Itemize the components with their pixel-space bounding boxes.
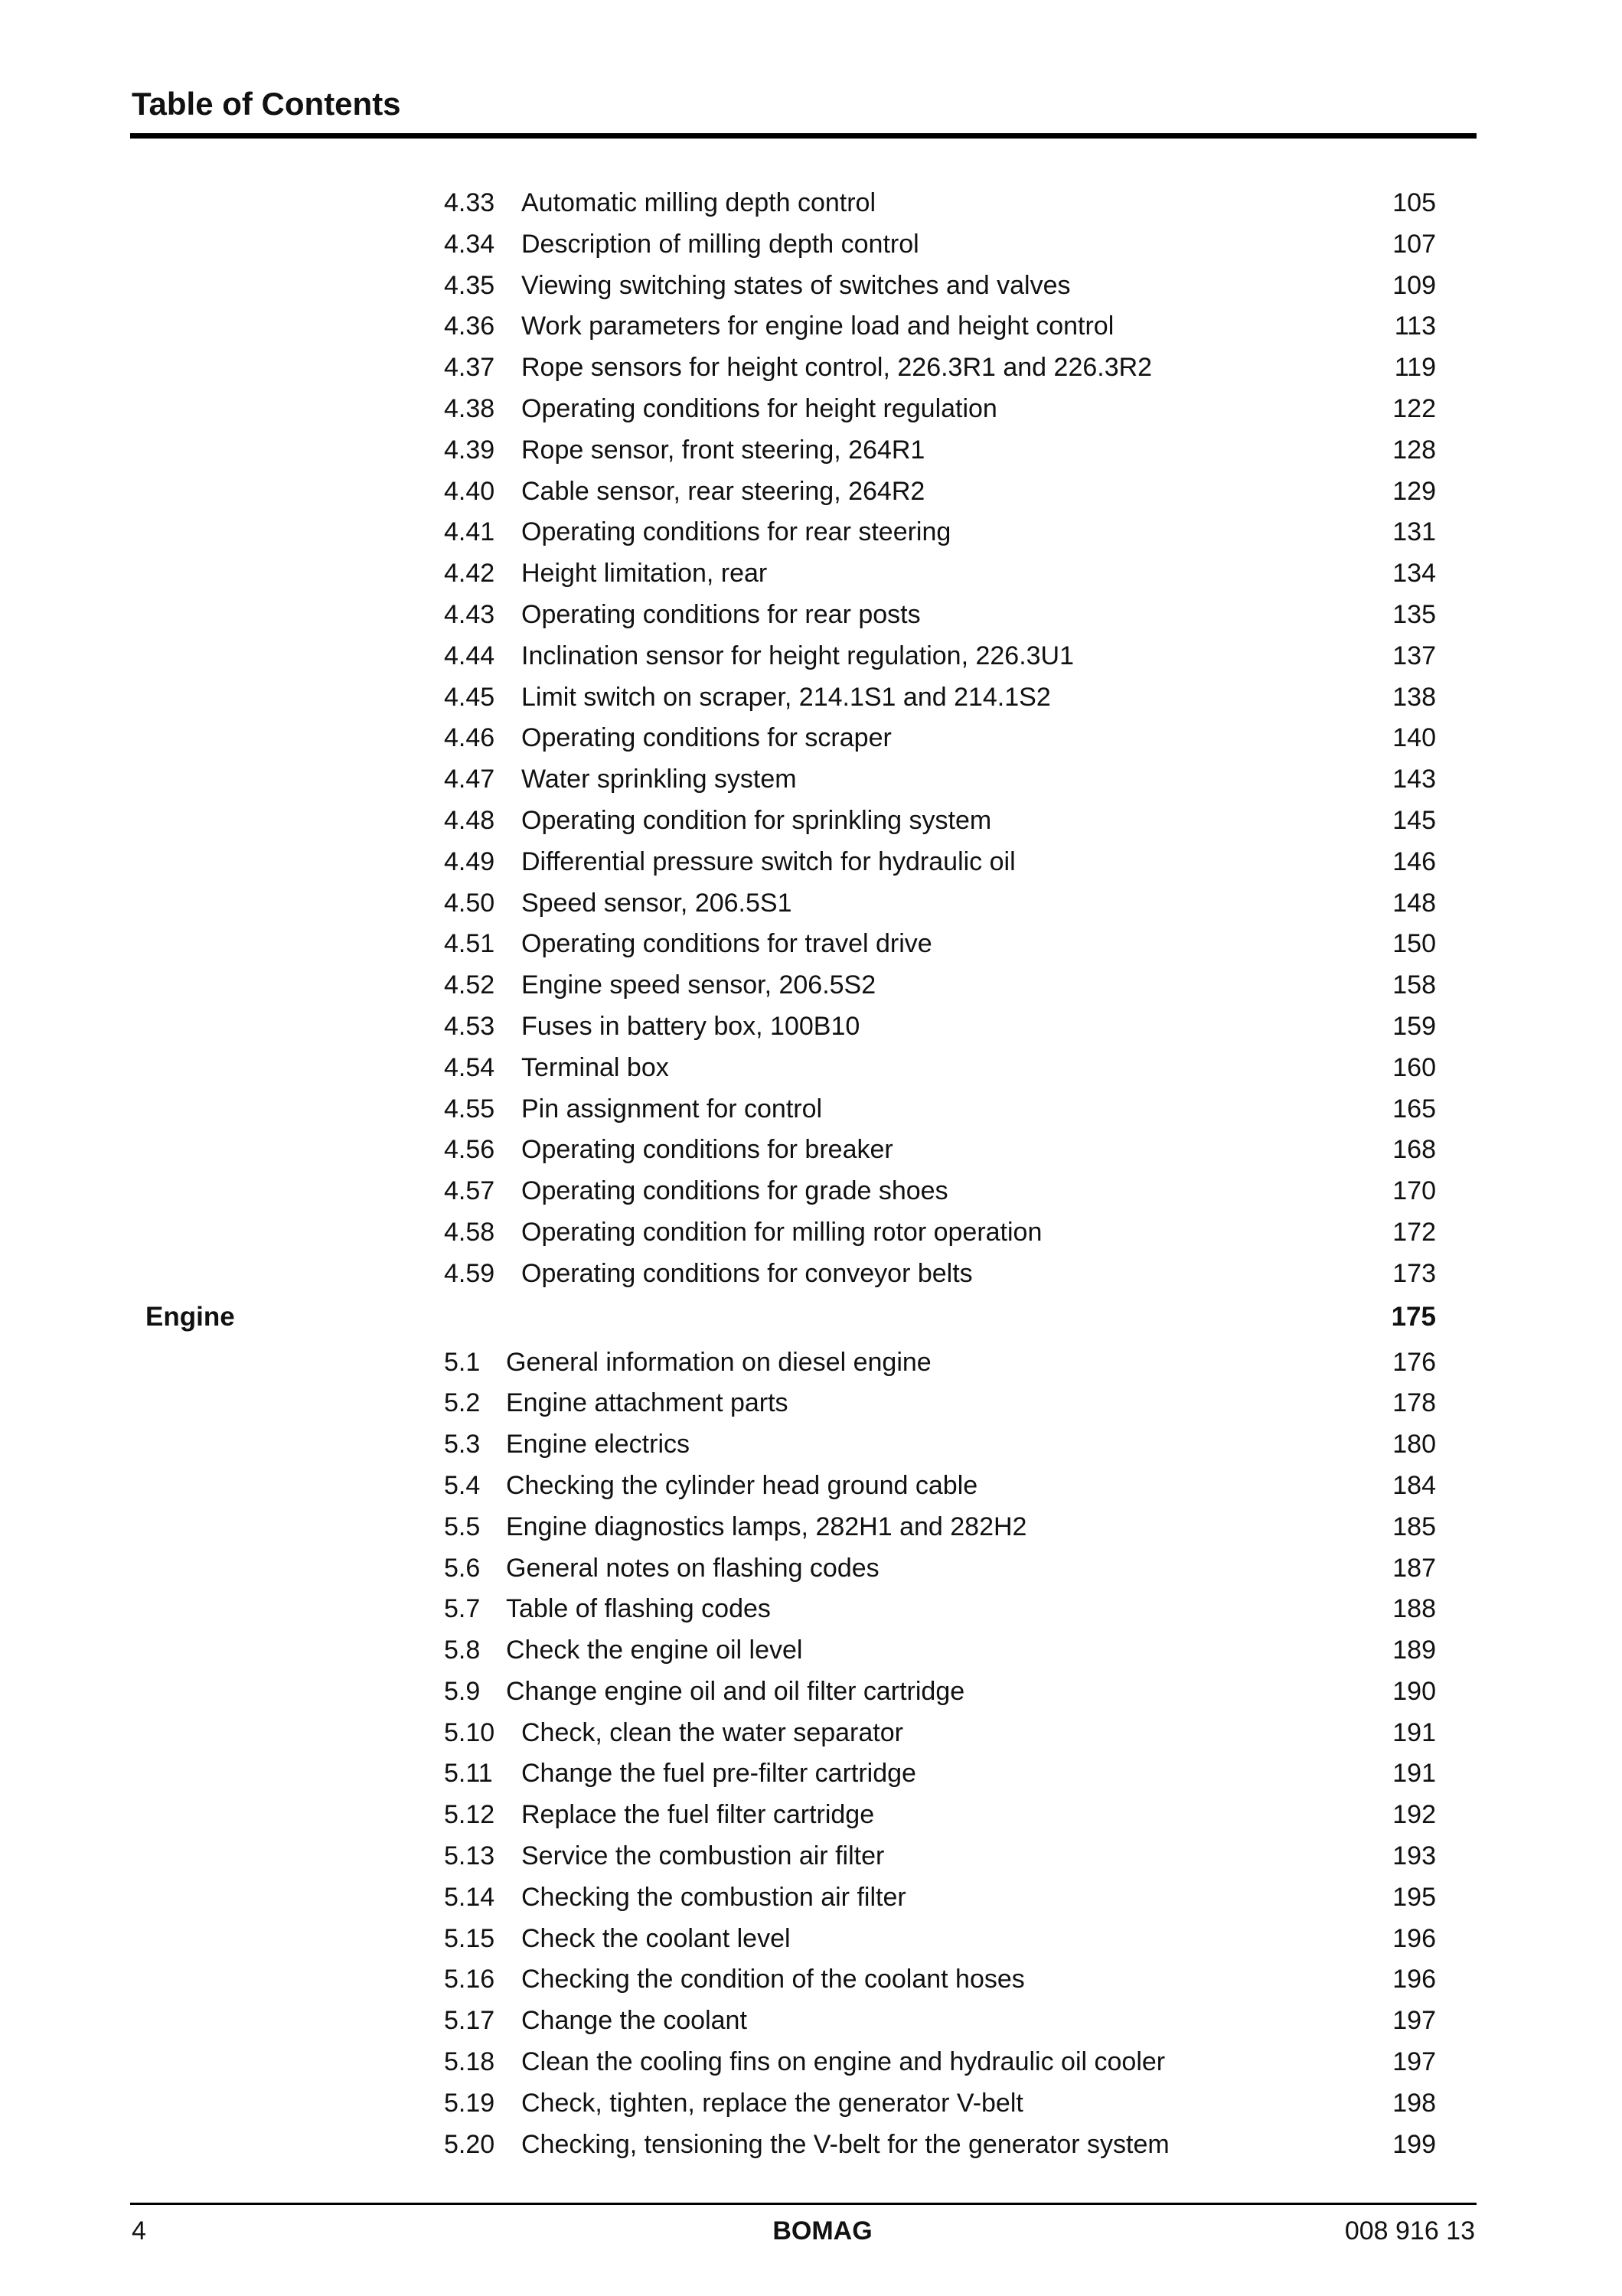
toc-entry-page: 150 xyxy=(1392,929,1436,959)
toc-entry-page: 105 xyxy=(1392,188,1436,217)
toc-entry-number: 4.52 xyxy=(444,970,495,1000)
toc-entry[interactable] xyxy=(0,678,1622,719)
toc-entry-title: Operating conditions for travel drive xyxy=(521,929,932,959)
toc-entry-number: 4.33 xyxy=(444,188,495,217)
toc-entry-page: 107 xyxy=(1392,229,1436,259)
toc-section-heading[interactable] xyxy=(0,1296,1622,1343)
toc-entry[interactable] xyxy=(0,1130,1622,1172)
toc-entry-number: 4.40 xyxy=(444,476,495,506)
toc-entry-page: 198 xyxy=(1392,2088,1436,2118)
toc-entry-number: 4.44 xyxy=(444,641,495,670)
toc-entry-page: 160 xyxy=(1392,1052,1436,1082)
toc-entry-number: 4.36 xyxy=(444,311,495,341)
toc-entry-title: Operating conditions for conveyor belts xyxy=(521,1258,973,1288)
toc-entry[interactable] xyxy=(0,1631,1622,1672)
toc-entry-title: General information on diesel engine xyxy=(506,1347,932,1377)
header-rule xyxy=(130,133,1477,139)
toc-entry-number: 4.47 xyxy=(444,765,495,794)
toc-entry[interactable] xyxy=(0,266,1622,308)
toc-entry-title: Rope sensors for height control, 226.3R1 and 226.3R2 xyxy=(521,353,1153,383)
toc-entry-page: 109 xyxy=(1392,270,1436,300)
toc-entry-number: 5.18 xyxy=(444,2047,495,2077)
toc-entry-page: 192 xyxy=(1392,1800,1436,1830)
toc-entry[interactable] xyxy=(0,2001,1622,2043)
toc-entry-number: 4.56 xyxy=(444,1135,495,1165)
toc-entry-page: 137 xyxy=(1392,641,1436,670)
toc-entry[interactable] xyxy=(0,1425,1622,1466)
toc-entry-number: 5.16 xyxy=(444,1965,495,1994)
toc-entry-number: 5.20 xyxy=(444,2129,495,2159)
toc-entry[interactable] xyxy=(0,431,1622,472)
toc-entry-page: 129 xyxy=(1392,476,1436,506)
footer-brand: BOMAG xyxy=(772,2216,873,2245)
toc-entry-number: 5.3 xyxy=(444,1430,481,1459)
toc-entry-page: 138 xyxy=(1392,682,1436,712)
toc-entry-number: 4.41 xyxy=(444,517,495,547)
toc-entry[interactable] xyxy=(0,1090,1622,1131)
toc-entry-title: Operating conditions for rear steering xyxy=(521,517,951,547)
toc-entry-title: Description of milling depth control xyxy=(521,229,919,259)
toc-entry-number: 4.37 xyxy=(444,353,495,383)
toc-entry-title: Change the fuel pre-filter cartridge xyxy=(521,1759,916,1789)
toc-entry-number: 5.9 xyxy=(444,1676,481,1706)
toc-entry-number: 4.34 xyxy=(444,229,495,259)
toc-entry-number: 5.12 xyxy=(444,1800,495,1830)
table-of-contents xyxy=(0,184,1622,2166)
toc-entry-number: 4.54 xyxy=(444,1052,495,1082)
toc-entry-page: 146 xyxy=(1392,846,1436,876)
toc-entry-page: 145 xyxy=(1392,805,1436,835)
toc-entry-number: 4.35 xyxy=(444,270,495,300)
toc-entry[interactable] xyxy=(0,225,1622,266)
toc-entry-page: 170 xyxy=(1392,1176,1436,1206)
toc-entry-title: Checking, tensioning the V-belt for the generator system xyxy=(521,2129,1170,2159)
toc-entry-title: Operating conditions for scraper xyxy=(521,723,892,753)
toc-entry-number: 4.58 xyxy=(444,1217,495,1247)
toc-entry[interactable] xyxy=(0,1172,1622,1213)
toc-entry-title: Checking the combustion air filter xyxy=(521,1882,906,1912)
toc-entry-title: Engine electrics xyxy=(506,1430,690,1459)
toc-entry-page: 189 xyxy=(1392,1636,1436,1665)
toc-entry-number: 4.43 xyxy=(444,599,495,629)
toc-entry-number: 5.15 xyxy=(444,1923,495,1953)
toc-entry-title: Operating condition for milling rotor operation xyxy=(521,1217,1043,1247)
toc-entry[interactable] xyxy=(0,719,1622,760)
toc-entry-page: 122 xyxy=(1392,393,1436,423)
toc-entry-page: 134 xyxy=(1392,559,1436,589)
toc-entry-title: Engine speed sensor, 206.5S2 xyxy=(521,970,876,1000)
toc-entry-title: Water sprinkling system xyxy=(521,765,797,794)
toc-entry[interactable] xyxy=(0,1007,1622,1049)
toc-entry-number: 5.6 xyxy=(444,1553,481,1583)
toc-entry-page: 180 xyxy=(1392,1430,1436,1459)
toc-entry-number: 5.11 xyxy=(444,1759,493,1789)
toc-entry-number: 4.59 xyxy=(444,1258,495,1288)
toc-entry-page: 196 xyxy=(1392,1965,1436,1994)
footer-rule xyxy=(130,2203,1477,2205)
toc-entry-page: 168 xyxy=(1392,1135,1436,1165)
toc-entry-title: Operating conditions for grade shoes xyxy=(521,1176,948,1206)
toc-entry-page: 140 xyxy=(1392,723,1436,753)
toc-entry-number: 4.48 xyxy=(444,805,495,835)
toc-entry-number: 5.14 xyxy=(444,1882,495,1912)
toc-entry-title: Check, clean the water separator xyxy=(521,1717,903,1747)
toc-entry[interactable] xyxy=(0,760,1622,801)
toc-entry[interactable] xyxy=(0,801,1622,843)
toc-entry[interactable] xyxy=(0,307,1622,348)
toc-entry-page: 185 xyxy=(1392,1512,1436,1541)
toc-entry[interactable] xyxy=(0,1343,1622,1384)
toc-entry-title: Engine diagnostics lamps, 282H1 and 282H2 xyxy=(506,1512,1027,1541)
toc-entry-page: 191 xyxy=(1392,1759,1436,1789)
toc-entry[interactable] xyxy=(0,1549,1622,1590)
toc-entry-title: Operating condition for sprinkling system xyxy=(521,805,992,835)
toc-entry[interactable] xyxy=(0,595,1622,637)
toc-entry-title: Checking the cylinder head ground cable xyxy=(506,1470,978,1500)
toc-entry-title: Pin assignment for control xyxy=(521,1094,823,1124)
toc-entry[interactable] xyxy=(0,1466,1622,1508)
toc-entry-number: 4.49 xyxy=(444,846,495,876)
toc-entry-number: 4.51 xyxy=(444,929,495,959)
toc-entry[interactable] xyxy=(0,1049,1622,1090)
toc-entry[interactable] xyxy=(0,348,1622,390)
toc-entry[interactable] xyxy=(0,637,1622,678)
toc-entry-title: Fuses in battery box, 100B10 xyxy=(521,1011,860,1041)
toc-entry-title: Terminal box xyxy=(521,1052,669,1082)
toc-entry[interactable] xyxy=(0,184,1622,225)
toc-entry-number: 4.38 xyxy=(444,393,495,423)
toc-entry-page: 178 xyxy=(1392,1388,1436,1418)
toc-entry-title: Operating conditions for height regulation xyxy=(521,393,997,423)
toc-entry-title: Inclination sensor for height regulation, 226.3U1 xyxy=(521,641,1075,670)
toc-entry-page: 190 xyxy=(1392,1676,1436,1706)
toc-entry[interactable] xyxy=(0,1878,1622,1919)
toc-entry-title: Speed sensor, 206.5S1 xyxy=(521,888,792,918)
toc-entry-page: 197 xyxy=(1392,2006,1436,2036)
toc-entry-page: 159 xyxy=(1392,1011,1436,1041)
toc-entry[interactable] xyxy=(0,1714,1622,1755)
footer-page-number: 4 xyxy=(132,2216,146,2245)
page-title: Table of Contents xyxy=(132,86,401,122)
toc-entry-page: 119 xyxy=(1394,353,1436,383)
toc-entry-page: 135 xyxy=(1392,599,1436,629)
toc-entry-number: 5.4 xyxy=(444,1470,481,1500)
toc-entry-page: 165 xyxy=(1392,1094,1436,1124)
toc-entry-number: 5.17 xyxy=(444,2006,495,2036)
toc-entry-title: Engine attachment parts xyxy=(506,1388,788,1418)
toc-entry-page: 131 xyxy=(1392,517,1436,547)
toc-entry-number: 5.5 xyxy=(444,1512,481,1541)
toc-entry-page: 143 xyxy=(1392,765,1436,794)
toc-entry-number: 5.13 xyxy=(444,1841,495,1871)
toc-entry-title: Replace the fuel filter cartridge xyxy=(521,1800,875,1830)
toc-entry-page: 191 xyxy=(1392,1717,1436,1747)
toc-entry[interactable] xyxy=(0,513,1622,554)
toc-entry-title: Clean the cooling fins on engine and hydraulic oil cooler xyxy=(521,2047,1166,2077)
toc-entry-number: 5.10 xyxy=(444,1717,495,1747)
toc-entry-page: 196 xyxy=(1392,1923,1436,1953)
toc-entry[interactable] xyxy=(0,1254,1622,1296)
toc-entry-title: Height limitation, rear xyxy=(521,559,768,589)
toc-entry-title: Operating conditions for breaker xyxy=(521,1135,893,1165)
toc-entry-page: 193 xyxy=(1392,1841,1436,1871)
toc-entry-number: 4.39 xyxy=(444,435,495,465)
toc-entry[interactable] xyxy=(0,1384,1622,1425)
toc-entry-page: 148 xyxy=(1392,888,1436,918)
toc-entry[interactable] xyxy=(0,1919,1622,1961)
toc-entry-number: 4.50 xyxy=(444,888,495,918)
toc-entry-number: 5.1 xyxy=(444,1347,481,1377)
toc-entry[interactable] xyxy=(0,1508,1622,1549)
toc-entry-title: Checking the condition of the coolant hoses xyxy=(521,1965,1025,1994)
toc-entry[interactable] xyxy=(0,1837,1622,1878)
toc-entry-page: 176 xyxy=(1392,1347,1436,1377)
toc-entry[interactable] xyxy=(0,2084,1622,2125)
toc-entry[interactable] xyxy=(0,966,1622,1007)
toc-entry-number: 4.42 xyxy=(444,559,495,589)
toc-entry-page: 199 xyxy=(1392,2129,1436,2159)
toc-entry-number: 4.45 xyxy=(444,682,495,712)
toc-entry-number: 4.46 xyxy=(444,723,495,753)
toc-entry[interactable] xyxy=(0,843,1622,884)
toc-entry-title: Viewing switching states of switches and valves xyxy=(521,270,1071,300)
toc-entry-page: 172 xyxy=(1392,1217,1436,1247)
toc-entry-title: Table of flashing codes xyxy=(506,1594,771,1624)
toc-entry-number: 5.7 xyxy=(444,1594,481,1624)
toc-entry-title: Check the coolant level xyxy=(521,1923,791,1953)
toc-entry-title: Change the coolant xyxy=(521,2006,747,2036)
toc-entry[interactable] xyxy=(0,925,1622,966)
toc-entry-page: 188 xyxy=(1392,1594,1436,1624)
toc-entry-page: 128 xyxy=(1392,435,1436,465)
toc-entry-title: Check the engine oil level xyxy=(506,1636,803,1665)
toc-entry-title: Differential pressure switch for hydraulic oil xyxy=(521,846,1016,876)
toc-entry[interactable] xyxy=(0,2125,1622,2167)
toc-entry-page: 113 xyxy=(1394,311,1436,341)
toc-entry[interactable] xyxy=(0,2043,1622,2084)
toc-entry-title: General notes on flashing codes xyxy=(506,1553,880,1583)
toc-entry[interactable] xyxy=(0,1672,1622,1714)
toc-entry-title: Limit switch on scraper, 214.1S1 and 214.1S2 xyxy=(521,682,1051,712)
toc-entry-title: Automatic milling depth control xyxy=(521,188,876,217)
toc-entry-number: 5.8 xyxy=(444,1636,481,1665)
toc-entry-number: 4.53 xyxy=(444,1011,495,1041)
section-title: Engine xyxy=(145,1301,235,1332)
toc-entry-number: 5.2 xyxy=(444,1388,481,1418)
toc-entry-page: 173 xyxy=(1392,1258,1436,1288)
toc-entry-title: Check, tighten, replace the generator V-belt xyxy=(521,2088,1023,2118)
toc-entry-page: 158 xyxy=(1392,970,1436,1000)
toc-entry-page: 195 xyxy=(1392,1882,1436,1912)
toc-entry[interactable] xyxy=(0,1213,1622,1254)
toc-entry-title: Change engine oil and oil filter cartridge xyxy=(506,1676,965,1706)
toc-entry-page: 184 xyxy=(1392,1470,1436,1500)
footer-document-number: 008 916 13 xyxy=(1344,2216,1475,2245)
toc-entry[interactable] xyxy=(0,1590,1622,1631)
toc-entry-title: Operating conditions for rear posts xyxy=(521,599,921,629)
toc-entry-page: 197 xyxy=(1392,2047,1436,2077)
toc-entry[interactable] xyxy=(0,1754,1622,1795)
toc-entry-page: 187 xyxy=(1392,1553,1436,1583)
toc-entry-title: Service the combustion air filter xyxy=(521,1841,885,1871)
toc-entry-title: Rope sensor, front steering, 264R1 xyxy=(521,435,925,465)
toc-entry[interactable] xyxy=(0,884,1622,925)
toc-entry-title: Cable sensor, rear steering, 264R2 xyxy=(521,476,925,506)
toc-entry-number: 4.55 xyxy=(444,1094,495,1124)
toc-entry[interactable] xyxy=(0,554,1622,595)
toc-entry[interactable] xyxy=(0,1795,1622,1837)
toc-entry-number: 5.19 xyxy=(444,2088,495,2118)
toc-entry-title: Work parameters for engine load and height control xyxy=(521,311,1115,341)
section-page: 175 xyxy=(1391,1301,1436,1332)
toc-entry[interactable] xyxy=(0,390,1622,431)
toc-entry-number: 4.57 xyxy=(444,1176,495,1206)
toc-entry[interactable] xyxy=(0,472,1622,514)
toc-entry[interactable] xyxy=(0,1960,1622,2001)
